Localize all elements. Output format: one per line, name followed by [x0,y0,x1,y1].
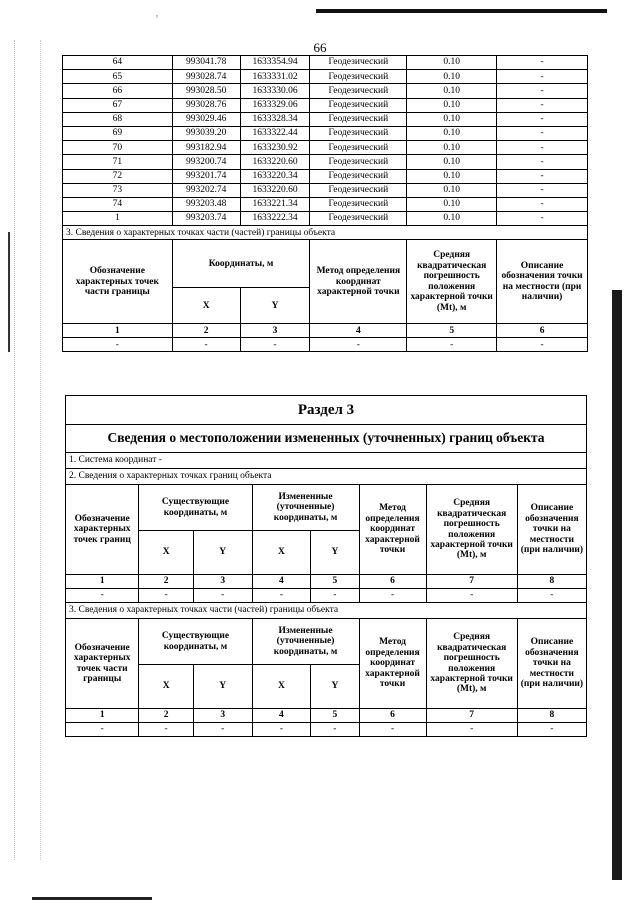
cell-point: 1 [63,212,173,226]
cell-empty: - [66,723,139,737]
table-row [63,183,588,197]
cell-point: 73 [63,183,173,197]
cell-y: 1633220.60 [240,155,310,169]
cell-x: 993200.74 [172,155,240,169]
cell-accuracy: 0.10 [407,197,497,211]
cell-x: 993028.50 [172,84,240,98]
empty-row [66,723,587,737]
coordinates-table [62,55,588,352]
cell-point: 74 [63,197,173,211]
cell-accuracy: 0.10 [407,84,497,98]
cell-description: - [497,70,588,84]
cell-empty: - [359,589,426,603]
col-number: 4 [252,575,311,589]
table-row [63,56,588,70]
cell-description: - [497,56,588,70]
header-x: X [172,288,240,324]
cell-point: 69 [63,126,173,140]
table-row [63,169,588,183]
cell-method: Геодезический [310,112,407,126]
col-number: 1 [63,324,173,338]
cell-method: Геодезический [310,56,407,70]
cell-description: - [497,197,588,211]
col-number: 1 [66,575,139,589]
cell-empty: - [172,338,240,352]
cell-y: 1633354.94 [240,56,310,70]
col-number: 6 [359,709,426,723]
empty-row [63,338,588,352]
header-designation: Обозначение характерных точек части границы [66,619,139,709]
cell-accuracy: 0.10 [407,212,497,226]
cell-empty: - [517,723,586,737]
col-number: 3 [193,575,252,589]
col-number: 1 [66,709,139,723]
cell-method: Геодезический [310,84,407,98]
cell-y: 1633230.92 [240,141,310,155]
cell-method: Геодезический [310,212,407,226]
header-designation: Обозначение характерных точек части границы [63,240,173,324]
cell-x: 993203.74 [172,212,240,226]
column-numbers-row [66,709,587,723]
section-subtitle: Сведения о местоположении измененных (уточненных) границ объекта [66,425,587,453]
cell-accuracy: 0.10 [407,169,497,183]
header-x: X [139,531,194,575]
cell-x: 993029.46 [172,112,240,126]
cell-y: 1633220.34 [240,169,310,183]
scan-right-edge [612,290,622,880]
part-3-title: 3. Сведения о характерных точках части (частей) границы объекта [66,603,587,619]
header-accuracy: Средняя квадратическая погрешность положения характерной точки (Mt), м [426,485,517,575]
cell-empty: - [426,723,517,737]
cell-empty: - [426,589,517,603]
table-row [63,70,588,84]
table-row [63,197,588,211]
header-existing: Существующие координаты, м [139,485,252,531]
header-method: Метод определения координат характерной точки [310,240,407,324]
cell-x: 993039.20 [172,126,240,140]
header-method: Метод определения координат характерной точки [359,619,426,709]
col-number: 5 [311,575,359,589]
cell-point: 70 [63,141,173,155]
cell-method: Геодезический [310,70,407,84]
table-row [63,212,588,226]
col-number: 2 [172,324,240,338]
table-row [63,98,588,112]
header-x: X [252,531,311,575]
coord-system: 1. Система координат - [66,453,587,469]
cell-y: 1633221.34 [240,197,310,211]
cell-accuracy: 0.10 [407,98,497,112]
cell-point: 72 [63,169,173,183]
cell-accuracy: 0.10 [407,183,497,197]
cell-x: 993028.76 [172,98,240,112]
header-existing: Существующие координаты, м [139,619,252,665]
cell-description: - [497,84,588,98]
cell-empty: - [139,723,194,737]
header-method: Метод определения координат характерной точки [359,485,426,575]
cell-method: Геодезический [310,183,407,197]
cell-x: 993182.94 [172,141,240,155]
cell-empty: - [407,338,497,352]
section-3-title: 3. Сведения о характерных точках части (частей) границы объекта [63,226,588,240]
header-changed: Измененные (уточненные) координаты, м [252,485,359,531]
col-number: 8 [517,709,586,723]
scan-left-dots-2 [40,40,42,860]
cell-description: - [497,155,588,169]
cell-y: 1633330.06 [240,84,310,98]
cell-point: 67 [63,98,173,112]
col-number: 8 [517,575,586,589]
cell-empty: - [497,338,588,352]
col-number: 5 [311,709,359,723]
cell-y: 1633331.02 [240,70,310,84]
part-2-title: 2. Сведения о характерных точках границ объекта [66,469,587,485]
header-designation: Обозначение характерных точек границ [66,485,139,575]
col-number: 3 [193,709,252,723]
table-row [63,141,588,155]
cell-point: 64 [63,56,173,70]
cell-empty: - [310,338,407,352]
col-number: 7 [426,709,517,723]
cell-point: 66 [63,84,173,98]
cell-empty: - [517,589,586,603]
col-number: 7 [426,575,517,589]
cell-description: - [497,126,588,140]
cell-description: - [497,112,588,126]
cell-empty: - [193,589,252,603]
cell-x: 993201.74 [172,169,240,183]
section-3-table [65,395,587,737]
header-x: X [139,665,194,709]
cell-point: 71 [63,155,173,169]
cell-x: 993202.74 [172,183,240,197]
cell-empty: - [193,723,252,737]
cell-method: Геодезический [310,126,407,140]
cell-accuracy: 0.10 [407,141,497,155]
cell-x: 993028.74 [172,70,240,84]
cell-y: 1633328.34 [240,112,310,126]
cell-point: 65 [63,70,173,84]
scan-left-mark [8,232,10,352]
header-coordinates: Координаты, м [172,240,310,288]
col-number: 3 [240,324,310,338]
cell-description: - [497,98,588,112]
cell-x: 993041.78 [172,56,240,70]
cell-accuracy: 0.10 [407,112,497,126]
header-y: Y [311,665,359,709]
column-numbers-row [63,324,588,338]
empty-row [66,589,587,603]
cell-x: 993203.48 [172,197,240,211]
table-row [63,155,588,169]
header-accuracy: Средняя квадратическая погрешность положения характерной точки (Mt), м [426,619,517,709]
col-number: 4 [252,709,311,723]
cell-empty: - [311,589,359,603]
col-number: 6 [359,575,426,589]
cell-method: Геодезический [310,169,407,183]
column-numbers-row [66,575,587,589]
header-description: Описание обозначения точки на местности (при наличии) [517,619,586,709]
cell-y: 1633222.34 [240,212,310,226]
header-description: Описание обозначения точки на местности (при наличии) [517,485,586,575]
cell-empty: - [252,589,311,603]
cell-description: - [497,183,588,197]
header-y: Y [193,665,252,709]
header-y: Y [311,531,359,575]
cell-point: 68 [63,112,173,126]
col-number: 6 [497,324,588,338]
cell-accuracy: 0.10 [407,126,497,140]
header-changed: Измененные (уточненные) координаты, м [252,619,359,665]
cell-y: 1633220.60 [240,183,310,197]
cell-method: Геодезический [310,155,407,169]
header-x: X [252,665,311,709]
cell-y: 1633329.06 [240,98,310,112]
cell-method: Геодезический [310,197,407,211]
cell-description: - [497,141,588,155]
cell-empty: - [63,338,173,352]
cell-empty: - [66,589,139,603]
cell-description: - [497,169,588,183]
header-y: Y [240,288,310,324]
cell-y: 1633322.44 [240,126,310,140]
scan-top-bar [316,9,607,13]
cell-description: - [497,212,588,226]
cell-empty: - [139,589,194,603]
cell-accuracy: 0.10 [407,56,497,70]
scan-bottom-bar [32,897,152,900]
table-row [63,112,588,126]
section-title: Раздел 3 [66,396,587,425]
table-row [63,84,588,98]
header-y: Y [193,531,252,575]
col-number: 2 [139,575,194,589]
cell-empty: - [240,338,310,352]
cell-empty: - [359,723,426,737]
cell-empty: - [252,723,311,737]
cell-accuracy: 0.10 [407,70,497,84]
header-description: Описание обозначения точки на местности (при наличии) [497,240,588,324]
col-number: 5 [407,324,497,338]
page-number: 66 [313,40,327,55]
table-row [63,126,588,140]
col-number: 2 [139,709,194,723]
header-accuracy: Средняя квадратическая погрешность положения характерной точки (Mt), м [407,240,497,324]
cell-method: Геодезический [310,98,407,112]
cell-method: Геодезический [310,141,407,155]
col-number: 4 [310,324,407,338]
cell-accuracy: 0.10 [407,155,497,169]
scan-tick-mark: ʼ [155,12,159,26]
scan-left-dots [14,40,16,860]
cell-empty: - [311,723,359,737]
